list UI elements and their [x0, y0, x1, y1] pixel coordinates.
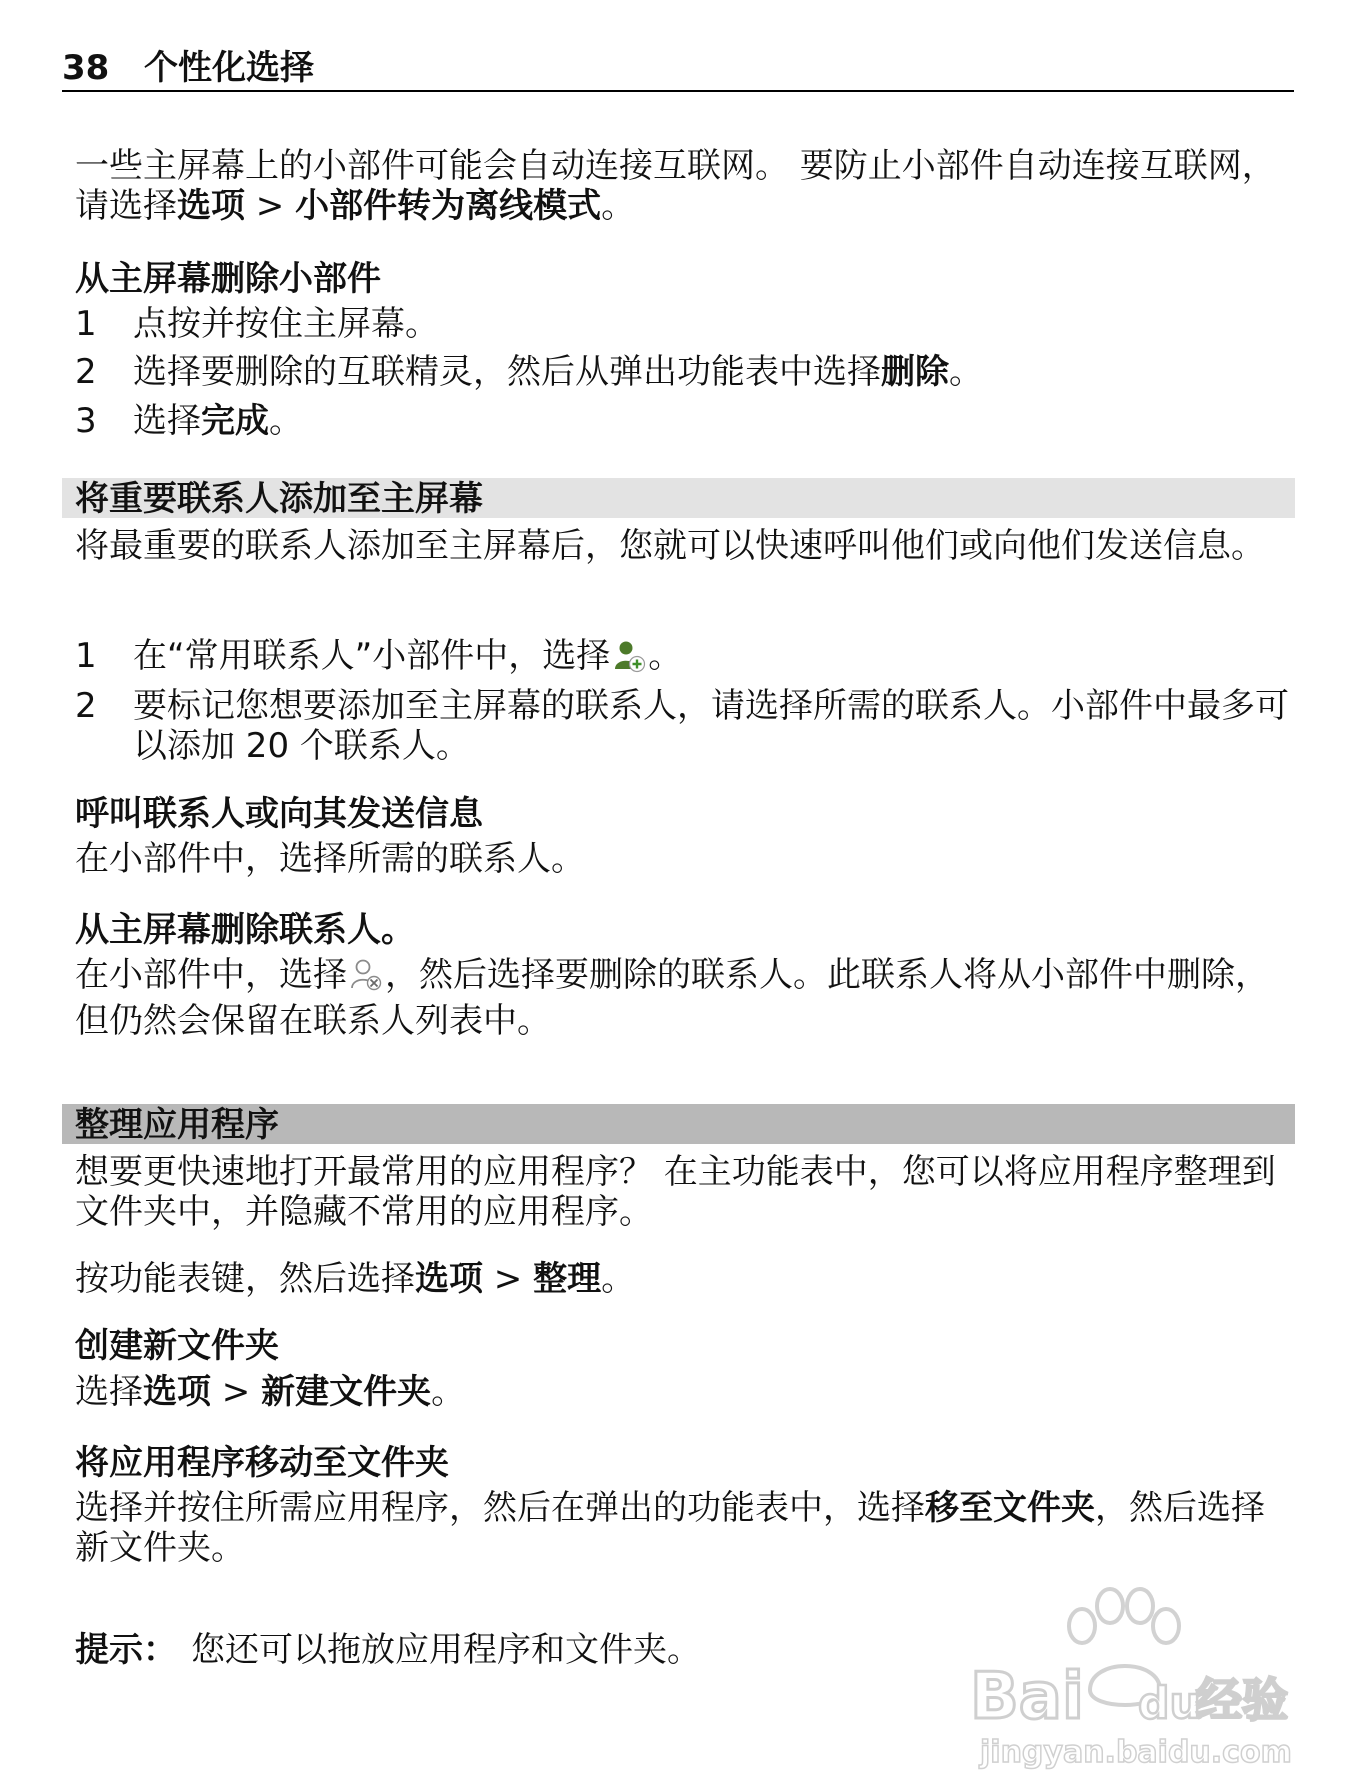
paragraph-text: 选择并按住所需应用程序，然后在弹出的功能表中，选择: [75, 1488, 925, 1528]
paragraph-text: 按功能表键，然后选择: [75, 1259, 415, 1299]
menu-move-to-folder: 移至文件夹: [925, 1488, 1095, 1528]
svg-text:Bai: Bai: [970, 1660, 1084, 1734]
move-app-paragraph: [75, 1488, 1295, 1568]
step-end: 。: [269, 401, 303, 441]
remove-contact-icon: [349, 958, 383, 1001]
create-folder-instruction: [75, 1372, 1295, 1412]
step-number: 2: [75, 686, 97, 726]
menu-done: 完成: [201, 401, 269, 441]
intro-paragraph: [75, 146, 1295, 226]
step-number: 2: [75, 352, 97, 392]
menu-organize: 整理: [533, 1259, 602, 1299]
tip-label: 提示：: [75, 1630, 177, 1670]
section-title-organize-apps: 整理应用程序: [62, 1104, 1295, 1144]
menu-offline-mode: 小部件转为离线模式: [295, 186, 602, 226]
menu-separator: >: [483, 1259, 534, 1299]
tip-text: 您还可以拖放应用程序和文件夹。: [191, 1630, 701, 1670]
step-text: [133, 636, 1293, 682]
paragraph-end: 。: [431, 1372, 466, 1412]
step-text: 点按并按住主屏幕。: [133, 304, 439, 344]
intro-text: 一些主屏幕上的小部件可能会自动连接互联网。 要防止小部件自动连接互联网，请选择: [75, 146, 1276, 226]
organize-apps-paragraph: 想要更快速地打开最常用的应用程序？ 在主功能表中，您可以将应用程序整理到文件夹中，并隐藏不常用的应用程序。: [75, 1152, 1276, 1232]
step-text-part: 选择要删除的互联精灵，然后从弹出功能表中选择: [133, 352, 881, 392]
menu-options: 选项: [143, 1372, 211, 1412]
step-number: 1: [75, 636, 97, 676]
page-title: 个性化选择: [144, 48, 314, 88]
step-end: 。: [648, 636, 683, 676]
remove-contact-paragraph: [75, 955, 1295, 1041]
svg-text:du: du: [1138, 1678, 1201, 1729]
step-end: 。: [949, 352, 983, 392]
add-contacts-paragraph: 将最重要的联系人添加至主屏幕后，您就可以快速呼叫他们或向他们发送信息。: [75, 526, 1265, 566]
intro-end: 。: [601, 186, 636, 226]
menu-delete: 删除: [881, 352, 949, 392]
remove-contact-heading: 从主屏幕删除联系人。: [75, 910, 415, 950]
menu-new-folder: 新建文件夹: [261, 1372, 432, 1412]
menu-separator: >: [211, 1372, 262, 1412]
step-text-part: 在“常用联系人”小部件中，选择: [133, 636, 611, 676]
organize-apps-instruction: [75, 1259, 1295, 1299]
paragraph-text: 在小部件中，选择: [75, 955, 347, 995]
svg-text:jingyan.baidu.com: jingyan.baidu.com: [980, 1735, 1292, 1770]
step-text: [133, 401, 1293, 441]
page-number: 38: [62, 48, 110, 88]
create-folder-heading: 创建新文件夹: [75, 1326, 279, 1366]
baidu-watermark: [960, 1570, 1300, 1780]
step-text-part: 选择: [133, 401, 201, 441]
move-app-heading: 将应用程序移动至文件夹: [75, 1443, 449, 1483]
menu-options: 选项: [415, 1259, 483, 1299]
add-contact-icon: [612, 639, 646, 682]
step-text: [133, 352, 1293, 392]
menu-options: 选项: [177, 186, 245, 226]
remove-widget-heading: 从主屏幕删除小部件: [75, 259, 381, 299]
call-contact-text: 在小部件中，选择所需的联系人。: [75, 839, 585, 879]
step-text: 要标记您想要添加至主屏幕的联系人，请选择所需的联系人。小部件中最多可以添加 20 个联系人。: [133, 686, 1289, 766]
paragraph-text: ，然后选择新文件夹。: [75, 1488, 1265, 1568]
paragraph-end: 。: [601, 1259, 636, 1299]
paragraph-text: 选择: [75, 1372, 143, 1412]
paragraph-text: ，然后选择要删除的联系人。此联系人将从小部件中删除，但仍然会保留在联系人列表中。: [75, 955, 1269, 1041]
page-header: [62, 46, 1294, 92]
step-number: 3: [75, 401, 97, 441]
step-number: 1: [75, 304, 97, 344]
section-title-add-contacts: 将重要联系人添加至主屏幕: [62, 478, 1295, 518]
call-contact-heading: 呼叫联系人或向其发送信息: [75, 794, 483, 834]
menu-separator: >: [245, 186, 296, 226]
svg-text:经验: 经验: [1196, 1673, 1288, 1727]
baidu-paw-logo: [960, 1570, 1300, 1780]
